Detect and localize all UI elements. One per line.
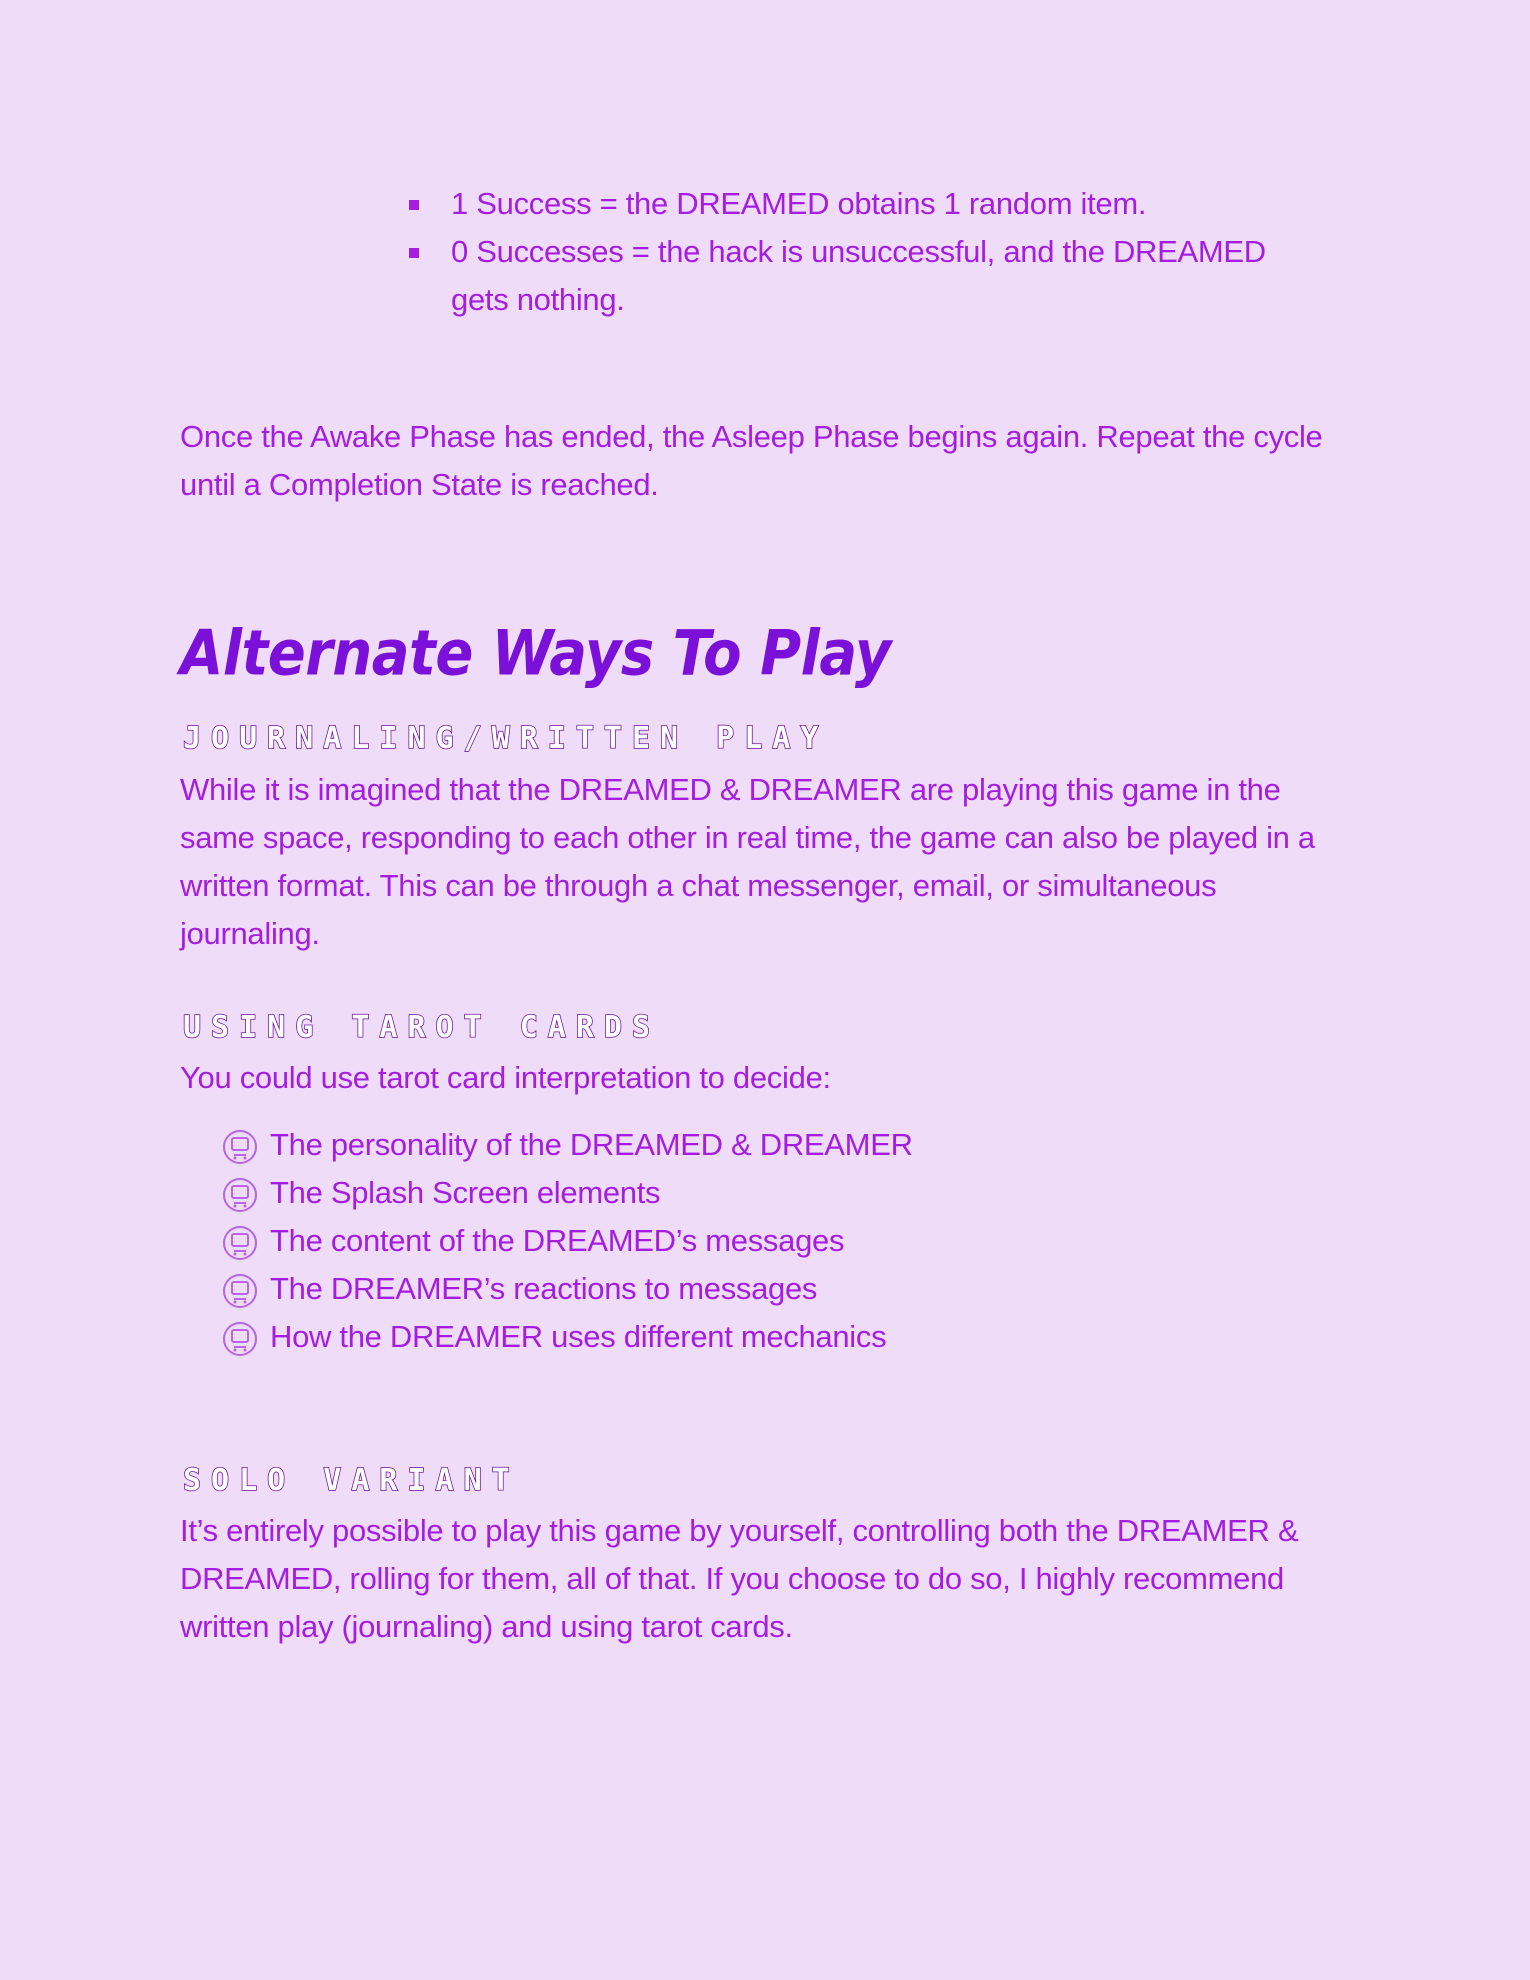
handheld-tv-icon (222, 1321, 258, 1357)
list-item (222, 1313, 913, 1361)
handheld-tv-icon (222, 1225, 258, 1261)
list-item-text: The content of the DREAMED’s messages (270, 1223, 845, 1258)
handheld-tv-icon (222, 1129, 258, 1165)
list-item (222, 1169, 913, 1217)
journaling-paragraph: While it is imagined that the DREAMED & DREAMER are playing this game in the same space, responding to each other in real time, the game can also be played in a written format. This can be through a chat messenger, email, or simultaneous journaling. (180, 772, 1315, 951)
solo-paragraph: It’s entirely possible to play this game by yourself, controlling both the DREAMER & DREAMED, rolling for them, all of that. If you choose to do so, I highly recommend written play (journaling) and using tarot cards. (180, 1513, 1299, 1644)
list-item-text: The Splash Screen elements (270, 1175, 661, 1210)
square-bullet-icon (409, 200, 419, 210)
hack-results-list (405, 180, 1305, 324)
tarot-heading: USING TAROT CARDS (183, 1010, 661, 1045)
handheld-tv-icon (222, 1273, 258, 1309)
section-heading: Alternate Ways To Play (180, 617, 891, 691)
tarot-uses-list (222, 1121, 913, 1361)
list-item-text: The DREAMER’s reactions to messages (270, 1271, 818, 1306)
list-item-text: 0 Successes = the hack is unsuccessful, and the DREAMED gets nothing. (451, 234, 1266, 317)
list-item (222, 1121, 913, 1169)
list-item-text: The personality of the DREAMED & DREAMER (270, 1127, 913, 1162)
square-bullet-icon (409, 248, 419, 258)
journaling-heading: JOURNALING/WRITTEN PLAY (183, 721, 829, 756)
list-item (222, 1217, 913, 1265)
list-item-text: 1 Success = the DREAMED obtains 1 random item. (451, 186, 1147, 221)
solo-heading: SOLO VARIANT (183, 1463, 520, 1498)
tarot-intro: You could use tarot card interpretation to decide: (180, 1060, 831, 1095)
list-item-text: How the DREAMER uses different mechanics (270, 1319, 887, 1354)
list-item (222, 1265, 913, 1313)
list-item (405, 180, 1305, 228)
handheld-tv-icon (222, 1177, 258, 1213)
list-item (405, 228, 1305, 324)
awake-phase-paragraph: Once the Awake Phase has ended, the Asleep Phase begins again. Repeat the cycle until a Completion State is reached. (180, 419, 1323, 502)
